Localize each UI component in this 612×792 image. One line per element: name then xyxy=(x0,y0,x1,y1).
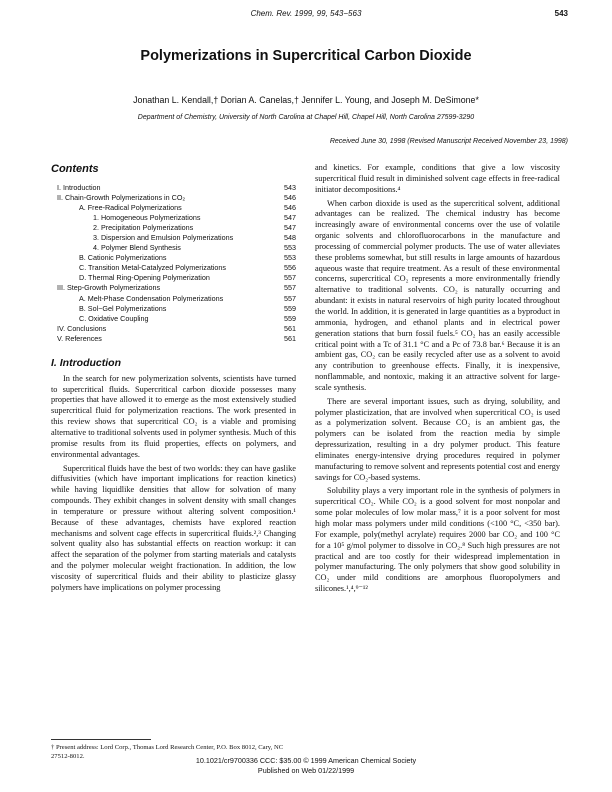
toc-entry[interactable] xyxy=(51,253,296,263)
body-paragraph: Solubility plays a very important role in the synthesis of polymers in supercritical CO₂. While CO₂ is a good solvent for most nonpolar and some polar molecules of low molar mass,⁷ it is a poor solvent for most high molar mass polymers under mild conditions (<100 °C, <350 bar). For example, poly(methyl acrylate) requires 2000 bar CO₂ and 100 °C for a 10⁵ g/mol polymer to dissolve in CO₂.⁸ Such high pressures are not practical and are too costly for their widespread implementation in polymer manufacturing. The only polymers that show good solubility in CO₂ under mild conditions are amorphous fluoropolymers and silicones.¹,⁴,⁹⁻¹² xyxy=(315,486,560,594)
toc-entry[interactable] xyxy=(51,233,296,243)
section-heading-introduction: I. Introduction xyxy=(51,356,121,369)
toc-label: B. Sol−Gel Polymerizations xyxy=(79,303,167,313)
toc-page: 557 xyxy=(284,283,296,293)
toc-entry[interactable] xyxy=(51,334,296,344)
toc-page: 557 xyxy=(284,273,296,283)
paper-title: Polymerizations in Supercritical Carbon Dioxide xyxy=(140,48,472,64)
body-paragraph: and kinetics. For example, conditions that give a low viscosity supercritical fluid result in diminished solvent cage effects in free-radical initiator decompositions.⁴ xyxy=(315,163,560,194)
toc-label: IV. Conclusions xyxy=(57,323,107,333)
toc-page: 557 xyxy=(284,293,296,303)
toc-page: 553 xyxy=(284,253,296,263)
toc-page: 559 xyxy=(284,313,296,323)
body-paragraph: When carbon dioxide is used as the supercritical solvent, additional advantages can be realized. The chemical industry has become increasingly aware of environmental concerns over the use of volatile organic solvents and chlorofluorocarbons in the manufacture and processing of commercial polymer products. The use of water alleviates these problems somewhat, but still results in large amounts of hazardous aqueous waste that require treatment. As a result of these environmental concerns, supercritical CO₂ represents a more environmentally friendly alternative to traditional solvents. CO₂ is naturally occurring and abundant: it exists in natural reservoirs of high purity located throughout the world. In addition, it is generated in large quantities as a byproduct in ammonia, hydrogen, and ethanol plants and in electrical power generation stations that burn fossil fuels.⁵ CO₂ has an easily accessible critical point with a Tc of 31.1 °C and a Pc of 73.8 bar.⁶ Because it is an ambient gas, CO₂ can be easily recycled after use as a solvent to avoid any contribution to greenhouse effects. Finally, it is inexpensive, nonflammable, and nontoxic, making it an attractive solvent for large-scale synthesis. xyxy=(315,198,560,392)
toc-label: 2. Precipitation Polymerizations xyxy=(93,223,194,233)
body-paragraph: In the search for new polymerization solvents, scientists have turned to supercritical fluids. Supercritical carbon dioxide possesses many properties that have allowed it to emerge as the most extensively studied supercritical fluid for polymerization reactions. The work presented in this review shows that supercritical CO₂ is a viable and promising alternative to traditional solvents used in polymer synthesis. Much of this promise results from its fluid properties, effects on polymers, and environmental advantages. xyxy=(51,373,296,459)
author-list: Jonathan L. Kendall,† Dorian A. Canelas,† Jennifer L. Young, and Joseph M. DeSimone* xyxy=(133,95,479,105)
toc-label: D. Thermal Ring-Opening Polymerization xyxy=(79,273,210,283)
affiliation: Department of Chemistry, University of North Carolina at Chapel Hill, Chapel Hill, North Carolina 27599-3290 xyxy=(137,114,475,121)
toc-page: 553 xyxy=(284,243,296,253)
toc-page: 561 xyxy=(284,333,296,343)
right-column xyxy=(315,163,560,595)
received-date: Received June 30, 1998 (Revised Manuscript Received November 23, 1998) xyxy=(329,138,568,145)
toc-label: 4. Polymer Blend Synthesis xyxy=(93,243,181,253)
journal-header: Chem. Rev. 1999, 99, 543−563 xyxy=(250,9,362,18)
footer-doi-line: 10.1021/cr9700336 CCC: $35.00 © 1999 American Chemical Society xyxy=(195,756,417,765)
contents-heading: Contents xyxy=(51,163,99,175)
toc-entry[interactable] xyxy=(51,263,296,273)
toc-page: 559 xyxy=(284,303,296,313)
toc-entry[interactable] xyxy=(51,213,296,223)
toc-entry[interactable] xyxy=(51,203,296,213)
toc-entry[interactable] xyxy=(51,283,296,293)
toc-entry[interactable] xyxy=(51,314,296,324)
toc-label: III. Step-Growth Polymerizations xyxy=(57,283,161,293)
toc-entry[interactable] xyxy=(51,193,296,203)
toc-label: C. Oxidative Coupling xyxy=(79,313,149,323)
toc-label: C. Transition Metal-Catalyzed Polymerizations xyxy=(79,263,226,273)
footnote-rule xyxy=(51,739,151,740)
toc-page: 546 xyxy=(284,203,296,213)
toc-page: 546 xyxy=(284,193,296,203)
toc-label: II. Chain-Growth Polymerizations in CO₂ xyxy=(57,193,186,203)
toc-entry[interactable] xyxy=(51,223,296,233)
toc-page: 561 xyxy=(284,323,296,333)
toc-label: A. Melt-Phase Condensation Polymerizations xyxy=(79,293,224,303)
toc-page: 547 xyxy=(284,213,296,223)
table-of-contents xyxy=(51,183,296,344)
toc-page: 547 xyxy=(284,223,296,233)
toc-label: I. Introduction xyxy=(57,183,101,192)
toc-label: A. Free-Radical Polymerizations xyxy=(79,203,182,213)
toc-entry[interactable] xyxy=(51,324,296,334)
body-paragraph: Supercritical fluids have the best of two worlds: they can have gaslike diffusivities (which have important implications for reaction kinetics) while having liquidlike densities that allow for solvation of many compounds. They exhibit changes in solvent density with small changes in temperature or pressure without altering solvent composition.¹ Because of these advantages, chemists have explored reaction mechanisms and solvent cage effects in supercritical fluids.²,³ Changing solvent quality also has substantial effects on reaction workup: it can affect the separation of the polymer from starting materials and catalysts and the polymer molecular weight fractionation. In addition, the low viscosity of supercritical fluids and their ability to plasticize glassy polymers have implications on polymer processing xyxy=(51,463,296,592)
toc-page: 548 xyxy=(284,233,296,243)
toc-label: B. Cationic Polymerizations xyxy=(79,253,167,263)
toc-label: V. References xyxy=(57,333,102,343)
toc-page: 543 xyxy=(284,183,296,192)
page-number: 543 xyxy=(554,9,568,18)
toc-label: 3. Dispersion and Emulsion Polymerizations xyxy=(93,233,234,243)
body-paragraph: There are several important issues, such as drying, solubility, and polymer plasticization, that are involved when supercritical CO₂ is used as a polymerization solvent. Because CO₂ is an ambient gas, the polymers can be isolated from the reaction media by simple depressurization, resulting in a dry polymer product. This feature eliminates energy-intensive drying procedures required in polymer manufacturing to remove solvent and represents potential cost and energy savings for CO₂-based systems. xyxy=(315,396,560,482)
toc-page: 556 xyxy=(284,263,296,273)
left-column xyxy=(51,163,296,594)
toc-entry[interactable] xyxy=(51,273,296,283)
footer-web-line: Published on Web 01/22/1999 xyxy=(257,766,355,775)
footnote: † Present address: Lord Corp., Thomas Lord Research Center, P.O. Box 8012, Cary, NC 27512-8012. xyxy=(51,744,284,760)
toc-entry[interactable] xyxy=(51,304,296,314)
toc-entry[interactable] xyxy=(51,183,296,193)
toc-label: 1. Homogeneous Polymerizations xyxy=(93,213,201,223)
toc-entry[interactable] xyxy=(51,243,296,253)
toc-entry[interactable] xyxy=(51,294,296,304)
